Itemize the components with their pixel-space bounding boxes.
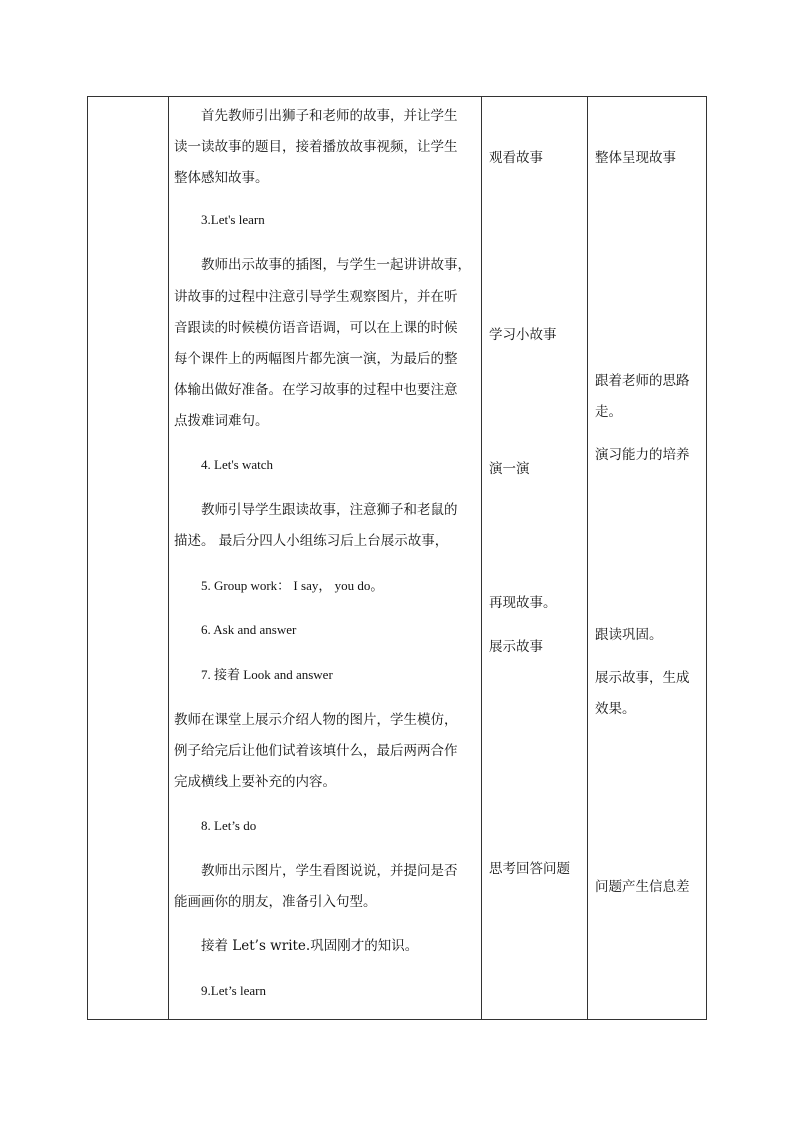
activity-item: 演一演	[489, 461, 530, 477]
procedure-line: 首先教师引出狮子和老师的故事，并让学生	[201, 108, 458, 124]
activity-item: 思考回答问题	[489, 861, 570, 877]
column-1-empty	[88, 97, 168, 1019]
procedure-line: 教师引导学生跟读故事，注意狮子和老鼠的	[201, 502, 458, 518]
procedure-line: 音跟读的时候模仿语音语调，可以在上课的时候	[174, 320, 458, 336]
intent-item: 整体呈现故事	[595, 150, 676, 166]
procedure-line: 教师在课堂上展示介绍人物的图片，学生模仿，	[174, 712, 458, 728]
intent-item: 跟读巩固。	[595, 627, 663, 643]
procedure-line: 教师出示图片，学生看图说说，并提问是否	[201, 863, 458, 879]
column-procedure	[169, 97, 481, 1019]
step-heading: 7. 接着 Look and answer	[201, 667, 333, 682]
procedure-line: 讲故事的过程中注意引导学生观察图片，并在听	[174, 289, 458, 305]
procedure-line: 完成横线上要补充的内容。	[174, 774, 336, 790]
lesson-table	[87, 96, 707, 1020]
step-heading: 3.Let's learn	[201, 212, 265, 227]
procedure-line: 教师出示故事的插图，与学生一起讲讲故事，	[201, 257, 471, 273]
procedure-line: 体输出做好准备。在学习故事的过程中也要注意	[174, 382, 458, 398]
column-student-activity	[482, 97, 587, 1019]
procedure-line: 整体感知故事。	[174, 170, 269, 186]
column-design-intent	[588, 97, 707, 1019]
procedure-line: 描述。 最后分四人小组练习后上台展示故事，	[174, 533, 449, 549]
step-heading: 8. Let’s do	[201, 818, 257, 833]
intent-item: 演习能力的培养	[595, 447, 690, 463]
activity-item: 观看故事	[489, 150, 543, 166]
step-heading: 9.Let’s learn	[201, 983, 266, 998]
activity-item: 再现故事。	[489, 595, 557, 611]
step-heading: 5. Group work： I say， you do。	[201, 578, 384, 593]
procedure-line: 接着 Let’s write.巩固刚才的知识。	[201, 938, 419, 954]
intent-item: 跟着老师的思路	[595, 373, 690, 389]
procedure-line: 读一读故事的题目，接着播放故事视频，让学生	[174, 139, 458, 155]
step-heading: 6. Ask and answer	[201, 622, 297, 637]
procedure-line: 每个课件上的两幅图片都先演一演，为最后的整	[174, 351, 458, 367]
procedure-line: 例子给完后让他们试着该填什么，最后两两合作	[174, 743, 458, 759]
intent-item: 走。	[595, 404, 622, 420]
procedure-line: 点拨难词难句。	[174, 413, 269, 429]
step-heading: 4. Let's watch	[201, 457, 274, 472]
activity-item: 学习小故事	[489, 327, 557, 343]
procedure-line: 能画画你的朋友，准备引入句型。	[174, 894, 377, 910]
intent-item: 效果。	[595, 701, 636, 717]
activity-item: 展示故事	[489, 639, 543, 655]
intent-item: 展示故事，生成	[595, 670, 690, 686]
intent-item: 问题产生信息差	[595, 879, 690, 895]
